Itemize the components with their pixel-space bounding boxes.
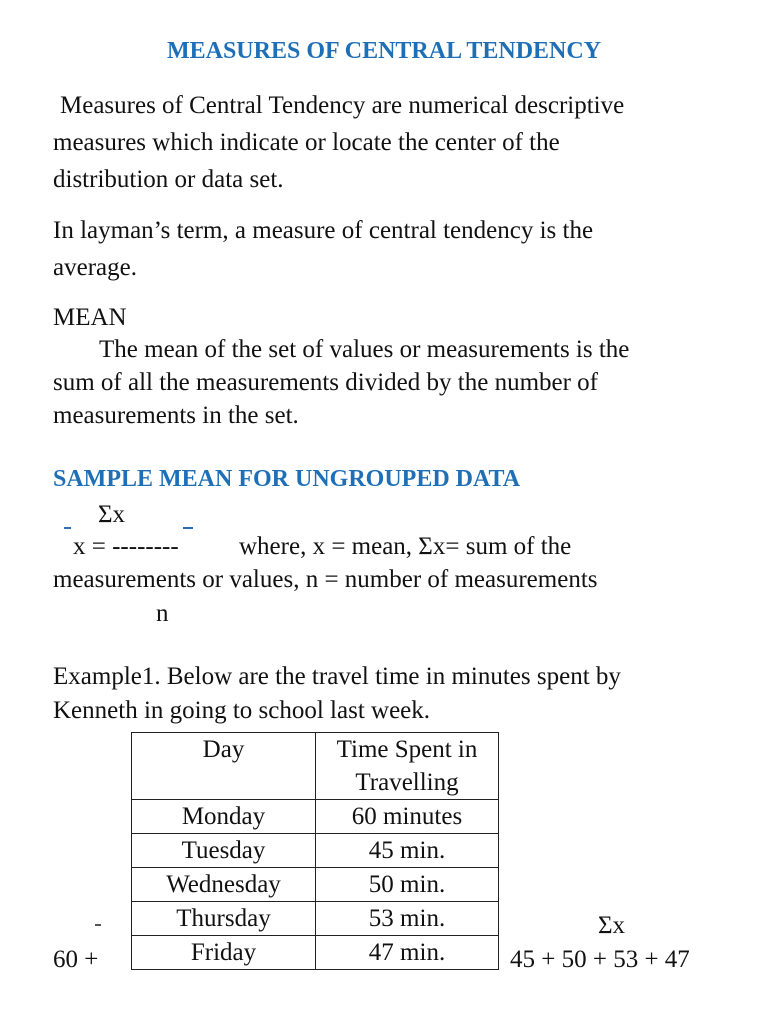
intro-line-1: Measures of Central Tendency are numerical descriptive — [60, 92, 625, 119]
mean-line-1: The mean of the set of values or measurements is the — [99, 336, 630, 363]
table-cell-time: 45 min. — [316, 834, 499, 868]
formula-numerator: Σx — [98, 501, 126, 528]
table-row — [132, 834, 499, 868]
layman-line-1: In layman’s term, a measure of central tendency is the — [53, 217, 594, 244]
formula-expression: x = -------- — [73, 533, 179, 560]
table-cell-time: 60 minutes — [316, 800, 499, 834]
sum-sigma: Σx — [598, 912, 626, 939]
table-cell-day: Monday — [132, 800, 316, 834]
formula-dash-mark — [183, 527, 193, 529]
formula-denominator: n — [156, 600, 169, 627]
sum-left-term: 60 + — [53, 946, 99, 973]
sample-mean-heading: SAMPLE MEAN FOR UNGROUPED DATA — [53, 466, 521, 492]
table-cell-day: Friday — [132, 936, 316, 970]
table-cell-time: 50 min. — [316, 868, 499, 902]
layman-line-2: average. — [53, 254, 137, 281]
table-row — [132, 800, 499, 834]
column-header-time: Time Spent in Travelling — [316, 733, 499, 800]
table-row — [132, 902, 499, 936]
mean-line-2: sum of all the measurements divided by the number of — [53, 369, 599, 396]
sum-right-terms: 45 + 50 + 53 + 47 — [510, 946, 690, 973]
intro-line-2: measures which indicate or locate the center of the — [53, 129, 560, 156]
table-row — [132, 936, 499, 970]
mean-line-3: measurements in the set. — [53, 402, 299, 429]
table-header-row — [132, 733, 499, 800]
table-cell-time: 47 min. — [316, 936, 499, 970]
table-cell-day: Wednesday — [132, 868, 316, 902]
formula-dash-mark — [64, 527, 71, 529]
formula-where-line: where, x = mean, Σx= sum of the — [239, 533, 572, 560]
table-cell-day: Tuesday — [132, 834, 316, 868]
formula-definitions: measurements or values, n = number of measurements — [53, 566, 598, 593]
example-line-1: Example1. Below are the travel time in minutes spent by — [53, 663, 621, 690]
intro-line-3: distribution or data set. — [53, 166, 284, 193]
mean-heading: MEAN — [53, 304, 127, 331]
table-cell-time: 53 min. — [316, 902, 499, 936]
travel-time-table — [131, 732, 499, 970]
table-cell-day: Thursday — [132, 902, 316, 936]
example-line-2: Kenneth in going to school last week. — [53, 697, 431, 724]
dash-mark — [95, 924, 101, 926]
table-row — [132, 868, 499, 902]
page-title: MEASURES OF CENTRAL TENDENCY — [166, 38, 602, 64]
column-header-day: Day — [132, 733, 316, 800]
